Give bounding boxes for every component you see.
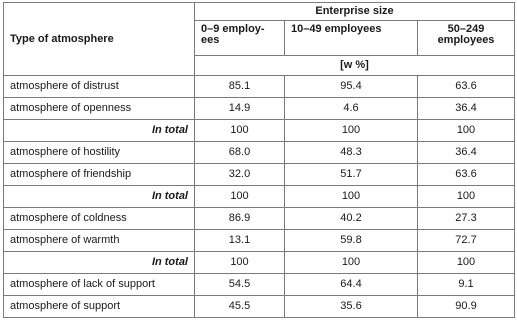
table-cell: 68.0: [195, 142, 285, 164]
col-header-10-49: 10–49 employees: [285, 21, 418, 55]
enterprise-atmosphere-table: [3, 2, 515, 318]
total-row: [4, 252, 515, 274]
row-label: atmosphere of distrust: [4, 76, 195, 98]
table-cell: 45.5: [195, 296, 285, 318]
row-label: atmosphere of hostility: [4, 142, 195, 164]
table-cell: 36.4: [418, 142, 515, 164]
table-cell: 100: [285, 186, 418, 208]
table-cell: 13.1: [195, 230, 285, 252]
row-label: atmosphere of warmth: [4, 230, 195, 252]
table-cell: 54.5: [195, 274, 285, 296]
table-cell: 9.1: [418, 274, 515, 296]
unit-header: [w %]: [195, 55, 515, 75]
table-cell: 100: [195, 252, 285, 274]
table-cell: 40.2: [285, 208, 418, 230]
row-label: atmosphere of support: [4, 296, 195, 318]
table-cell: 64.4: [285, 274, 418, 296]
table-cell: 63.6: [418, 76, 515, 98]
table-cell: 100: [418, 120, 515, 142]
table-row: [4, 164, 515, 186]
table-cell: 72.7: [418, 230, 515, 252]
table-row: [4, 142, 515, 164]
table-cell: 85.1: [195, 76, 285, 98]
col-header-0-9: 0–9 employ- ees: [195, 21, 285, 55]
row-label: atmosphere of coldness: [4, 208, 195, 230]
total-label: In total: [4, 120, 195, 142]
row-label: atmosphere of lack of support: [4, 274, 195, 296]
table-cell: 100: [285, 252, 418, 274]
type-of-atmosphere-header: Type of atmosphere: [4, 3, 195, 76]
table-cell: 59.8: [285, 230, 418, 252]
table-cell: 100: [418, 252, 515, 274]
table-cell: 100: [195, 186, 285, 208]
total-row: [4, 186, 515, 208]
table-cell: 14.9: [195, 98, 285, 120]
table-row: [4, 230, 515, 252]
total-label: In total: [4, 186, 195, 208]
table-cell: 27.3: [418, 208, 515, 230]
table-cell: 4.6: [285, 98, 418, 120]
table-row: [4, 296, 515, 318]
table-cell: 35.6: [285, 296, 418, 318]
table-cell: 48.3: [285, 142, 418, 164]
enterprise-size-header: Enterprise size: [195, 3, 515, 21]
table-cell: 32.0: [195, 164, 285, 186]
table-cell: 86.9: [195, 208, 285, 230]
row-label: atmosphere of friendship: [4, 164, 195, 186]
table-cell: 63.6: [418, 164, 515, 186]
table-cell: 51.7: [285, 164, 418, 186]
table-cell: 100: [195, 120, 285, 142]
table-row: [4, 208, 515, 230]
total-label: In total: [4, 252, 195, 274]
table-row: [4, 76, 515, 98]
col-header-50-249: 50–249 employees: [418, 21, 515, 55]
row-label: atmosphere of openness: [4, 98, 195, 120]
table-cell: 36.4: [418, 98, 515, 120]
table-cell: 100: [418, 186, 515, 208]
table-cell: 100: [285, 120, 418, 142]
total-row: [4, 120, 515, 142]
table-row: [4, 98, 515, 120]
table-row: [4, 274, 515, 296]
table-cell: 95.4: [285, 76, 418, 98]
table-cell: 90.9: [418, 296, 515, 318]
